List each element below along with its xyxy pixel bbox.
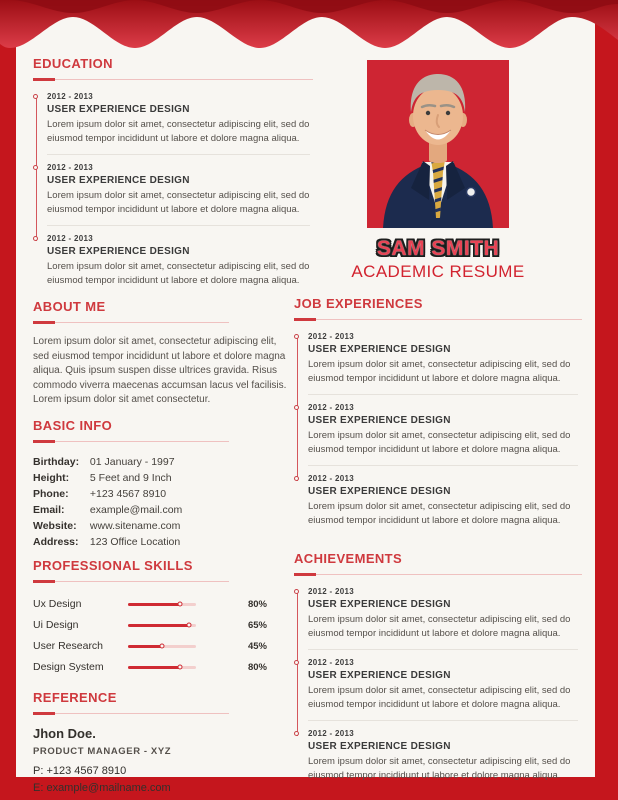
skill-row [33,636,267,657]
section-title: ACHIEVEMENTS [294,551,403,566]
entry-desc: Lorem ipsum dolor sit amet, consectetur adipiscing elit, sed do eiusmod tempor incididunt ut labore et dolore magna aliqua. [47,190,310,215]
skill-slider[interactable] [128,603,196,606]
section-education [33,56,314,287]
entry-title: USER EXPERIENCE DESIGN [308,670,451,681]
info-row [33,470,314,486]
section-title: EDUCATION [33,56,113,71]
skill-fill [128,624,189,627]
section-title: BASIC INFO [33,417,113,433]
reference-heading [33,690,314,714]
section-achievements [294,551,582,782]
timeline-marker-icon [294,334,299,339]
entry-date: 2012 - 2013 [308,729,355,738]
reference-role: PRODUCT MANAGER - XYZ [33,745,172,757]
section-title: JOB EXPERIENCES [294,296,423,311]
entry-date: 2012 - 2013 [308,658,355,667]
reference-name: Jhon Doe. [33,725,96,741]
entry-title: USER EXPERIENCE DESIGN [308,599,451,610]
skill-label: User Research [33,640,104,652]
heading-rule [33,581,229,582]
portrait-photo [367,60,509,228]
slider-knob-icon[interactable] [177,665,182,670]
skill-percent: 45% [247,640,267,652]
entry-desc: Lorem ipsum dolor sit amet, consectetur adipiscing elit, sed do eiusmod tempor incididunt ut labore et dolore magna aliqua. [308,614,571,639]
entry-desc: Lorem ipsum dolor sit amet, consectetur adipiscing elit, sed do eiusmod tempor incididunt ut labore et dolore magna aliqua. [308,685,571,710]
skill-percent: 80% [247,661,267,673]
skills-heading [33,558,314,582]
heading-rule [33,441,229,442]
section-about-me [33,299,314,408]
entry-desc: Lorem ipsum dolor sit amet, consectetur adipiscing elit, sed do eiusmod tempor incididunt ut labore et dolore magna aliqua. [308,501,571,526]
entry-title: USER EXPERIENCE DESIGN [308,741,451,752]
basic-info-heading [33,418,314,442]
info-label: Email: [33,503,65,516]
slider-knob-icon[interactable] [177,602,182,607]
slider-knob-icon[interactable] [160,644,165,649]
heading-rule [33,79,313,80]
entry-desc: Lorem ipsum dolor sit amet, consectetur adipiscing elit, sed do eiusmod tempor incididunt ut labore et dolore magna aliqua. [308,756,571,781]
education-entry [33,92,314,145]
section-title: REFERENCE [33,689,117,705]
about-text: Lorem ipsum dolor sit amet, consectetur adipiscing elit, sed eiusmod tempor incididunt ut labore et dolore magna aliqua. Quis ipsum suspen disse ultrices gravida. Risus commodo viverra maecenas accumsan lacus vel facilisis. Lorem ipsum dolor sit amet consectetur. [33,336,287,405]
reference-email: E: example@mailname.com [33,781,171,794]
info-value: example@mail.com [89,503,183,516]
header-wave [0,0,618,50]
entry-title: USER EXPERIENCE DESIGN [47,175,190,186]
section-title: ABOUT ME [33,299,106,314]
left-column [33,56,314,797]
entry-title: USER EXPERIENCE DESIGN [47,246,190,257]
timeline-marker-icon [294,731,299,736]
info-value: 123 Office Location [89,535,181,548]
achievements-heading [294,551,582,575]
section-job-experiences [294,296,582,527]
skill-label: Ui Design [33,619,79,631]
skill-percent: 65% [247,619,267,631]
timeline-marker-icon [294,476,299,481]
info-row [33,454,314,470]
entry-title: USER EXPERIENCE DESIGN [308,344,451,355]
job-entry [294,394,582,456]
section-title: PROFESSIONAL SKILLS [33,557,193,573]
skill-row [33,594,267,615]
education-entry [33,154,314,216]
section-skills [33,558,314,678]
entry-desc: Lorem ipsum dolor sit amet, consectetur adipiscing elit, sed do eiusmod tempor incididunt ut labore et dolore magna aliqua. [47,119,310,144]
info-label: Website: [33,519,77,532]
skill-fill [128,666,180,669]
timeline-marker-icon [294,405,299,410]
heading-rule [33,713,229,714]
timeline-marker-icon [33,94,38,99]
entry-date: 2012 - 2013 [47,234,94,243]
portrait-illustration [367,60,509,228]
skill-percent: 80% [247,598,267,610]
info-label: Address: [33,535,79,548]
entry-title: USER EXPERIENCE DESIGN [308,415,451,426]
info-label: Height: [33,471,70,484]
slider-knob-icon[interactable] [187,623,192,628]
education-heading [33,56,314,80]
person-name: SAM SMITH [376,237,500,260]
skill-row [33,657,267,678]
basic-info-list [33,454,314,550]
info-value: www.sitename.com [89,519,181,532]
education-entry [33,225,314,287]
heading-rule [294,319,582,320]
info-value: +123 4567 8910 [89,487,167,500]
entry-title: USER EXPERIENCE DESIGN [308,486,451,497]
entry-date: 2012 - 2013 [308,587,355,596]
skill-label: Ux Design [33,598,82,610]
reference-phone: P: +123 4567 8910 [33,764,127,777]
info-row [33,534,314,550]
entry-title: USER EXPERIENCE DESIGN [47,104,190,115]
skill-slider[interactable] [128,666,196,669]
job-entry [294,465,582,527]
entry-date: 2012 - 2013 [308,403,355,412]
entry-desc: Lorem ipsum dolor sit amet, consectetur adipiscing elit, sed do eiusmod tempor incididunt ut labore et dolore magna aliqua. [308,430,571,455]
entry-desc: Lorem ipsum dolor sit amet, consectetur adipiscing elit, sed do eiusmod tempor incididunt ut labore et dolore magna aliqua. [308,359,571,384]
entry-date: 2012 - 2013 [308,474,355,483]
content-area [16,0,595,794]
info-label: Birthday: [33,455,80,468]
achievement-entry [294,587,582,640]
education-timeline [33,92,314,287]
skill-row [33,615,267,636]
skill-slider[interactable] [128,624,196,627]
timeline-marker-icon [33,165,38,170]
section-reference [33,690,314,797]
skill-fill [128,603,180,606]
timeline-marker-icon [33,236,38,241]
entry-date: 2012 - 2013 [47,163,94,172]
entry-date: 2012 - 2013 [308,332,355,341]
skill-fill [128,645,162,648]
entry-desc: Lorem ipsum dolor sit amet, consectetur adipiscing elit, sed do eiusmod tempor incididunt ut labore et dolore magna aliqua. [47,261,310,286]
about-heading [33,299,314,323]
info-label: Phone: [33,487,69,500]
info-value: 5 Feet and 9 Inch [89,471,172,484]
achievement-entry [294,649,582,711]
entry-date: 2012 - 2013 [47,92,94,101]
right-column [294,0,582,782]
info-row [33,502,314,518]
achievements-timeline [294,587,582,782]
heading-rule [294,574,582,575]
skill-label: Design System [33,661,104,673]
skill-slider[interactable] [128,645,196,648]
identity-block [294,237,582,282]
job-entry [294,332,582,385]
timeline-marker-icon [294,589,299,594]
info-row [33,486,314,502]
info-value: 01 January - 1997 [89,455,175,468]
info-row [33,518,314,534]
achievement-entry [294,720,582,782]
skills-list [33,594,314,678]
heading-rule [33,322,229,323]
job-timeline [294,332,582,527]
section-basic-info [33,418,314,550]
job-heading [294,296,582,320]
timeline-marker-icon [294,660,299,665]
resume-subtitle: ACADEMIC RESUME [351,262,525,281]
